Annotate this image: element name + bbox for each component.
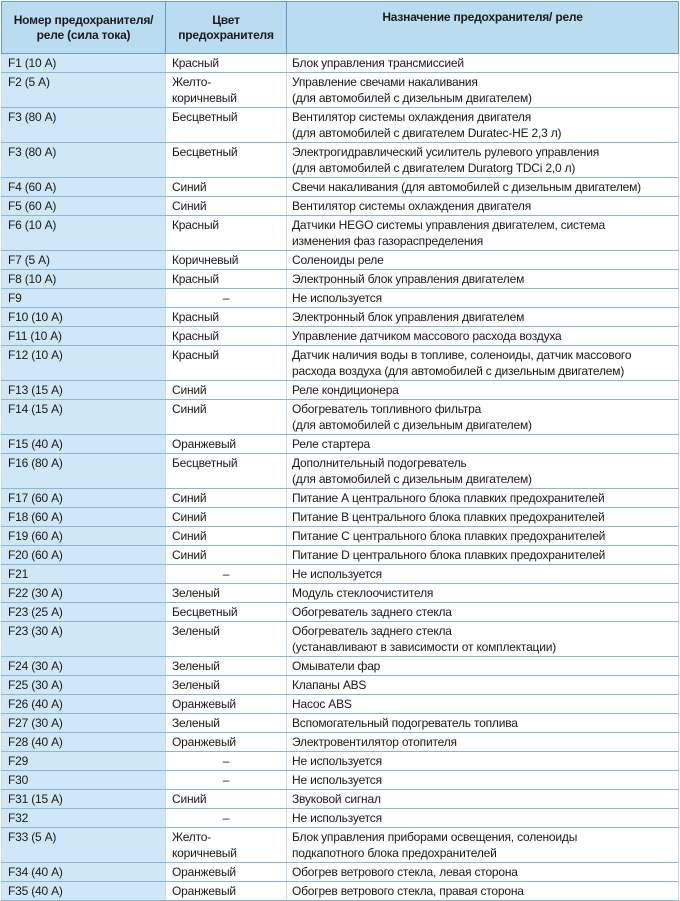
table-row (2, 771, 679, 790)
fuse-color-cell: Коричневый (166, 251, 287, 270)
fuse-purpose-cell: Обогрев ветрового стекла, правая сторона (287, 882, 679, 901)
fuse-number-cell: F34 (40 А) (2, 863, 166, 882)
fuse-number-cell: F5 (60 А) (2, 197, 166, 216)
fuse-color-cell: – (166, 289, 287, 308)
header-purpose (287, 2, 679, 54)
table-row (2, 454, 679, 489)
fuse-table (1, 1, 679, 901)
fuse-number-cell: F14 (15 А) (2, 400, 166, 435)
fuse-purpose-cell: Не используется (287, 289, 679, 308)
fuse-color-cell: Зеленый (166, 657, 287, 676)
fuse-purpose-cell: Не используется (287, 565, 679, 584)
table-row (2, 54, 679, 73)
table-row (2, 676, 679, 695)
table-row (2, 143, 679, 178)
table-row (2, 733, 679, 752)
fuse-purpose-cell: Омыватели фар (287, 657, 679, 676)
fuse-purpose-cell: Обогрев ветрового стекла, левая сторона (287, 863, 679, 882)
fuse-purpose-cell: Блок управления приборами освещения, соленоиды подкапотного блока предохранителей (287, 828, 679, 863)
table-row (2, 790, 679, 809)
fuse-color-cell: Зеленый (166, 622, 287, 657)
table-header (2, 2, 679, 54)
table-row (2, 435, 679, 454)
fuse-purpose-cell: Питание D центрального блока плавких предохранителей (287, 546, 679, 565)
fuse-color-cell: Оранжевый (166, 733, 287, 752)
fuse-color-cell: Красный (166, 54, 287, 73)
fuse-purpose-cell: Модуль стеклоочистителя (287, 584, 679, 603)
fuse-purpose-cell: Управление датчиком массового расхода воздуха (287, 327, 679, 346)
fuse-number-cell: F1 (10 А) (2, 54, 166, 73)
table-row (2, 346, 679, 381)
fuse-number-cell: F3 (80 А) (2, 143, 166, 178)
table-row (2, 527, 679, 546)
fuse-number-cell: F32 (2, 809, 166, 828)
fuse-number-cell: F15 (40 А) (2, 435, 166, 454)
fuse-purpose-cell: Обогреватель заднего стекла (устанавливают в зависимости от комплектации) (287, 622, 679, 657)
fuse-color-cell: Бесцветный (166, 454, 287, 489)
fuse-number-cell: F8 (10 А) (2, 270, 166, 289)
fuse-purpose-cell: Управление свечами накаливания (для автомобилей с дизельным двигателем) (287, 73, 679, 108)
table-row (2, 327, 679, 346)
fuse-color-cell: Оранжевый (166, 695, 287, 714)
table-row (2, 695, 679, 714)
fuse-purpose-cell: Звуковой сигнал (287, 790, 679, 809)
table-row (2, 863, 679, 882)
fuse-purpose-cell: Питание С центрального блока плавких предохранителей (287, 527, 679, 546)
fuse-purpose-cell: Реле кондиционера (287, 381, 679, 400)
table-row (2, 197, 679, 216)
fuse-color-cell: Синий (166, 400, 287, 435)
fuse-color-cell: Красный (166, 308, 287, 327)
table-row (2, 828, 679, 863)
fuse-color-cell: Желто- коричневый (166, 73, 287, 108)
fuse-color-cell: Синий (166, 489, 287, 508)
fuse-number-cell: F21 (2, 565, 166, 584)
fuse-color-cell: – (166, 752, 287, 771)
fuse-purpose-cell: Дополнительный подогреватель (для автомобилей с дизельным двигателем) (287, 454, 679, 489)
fuse-color-cell: Красный (166, 216, 287, 251)
fuse-number-cell: F7 (5 А) (2, 251, 166, 270)
table-row (2, 622, 679, 657)
header-color-text: Цвет предохранителя (178, 12, 274, 42)
fuse-purpose-cell: Вспомогательный подогреватель топлива (287, 714, 679, 733)
fuse-number-cell: F26 (40 А) (2, 695, 166, 714)
fuse-color-cell: – (166, 771, 287, 790)
fuse-color-cell: Оранжевый (166, 435, 287, 454)
fuse-number-cell: F33 (5 А) (2, 828, 166, 863)
fuse-color-cell: Синий (166, 381, 287, 400)
table-row (2, 714, 679, 733)
fuse-purpose-cell: Реле стартера (287, 435, 679, 454)
table-row (2, 657, 679, 676)
fuse-purpose-cell: Обогреватель заднего стекла (287, 603, 679, 622)
fuse-purpose-cell: Не используется (287, 771, 679, 790)
fuse-purpose-cell: Обогреватель топливного фильтра (для автомобилей с дизельным двигателем) (287, 400, 679, 435)
fuse-purpose-cell: Блок управления трансмиссией (287, 54, 679, 73)
fuse-purpose-cell: Насос ABS (287, 695, 679, 714)
header-purpose-text: Назначение предохранителя/ реле (382, 10, 583, 24)
fuse-purpose-cell: Электрогидравлический усилитель рулевого управления (для автомобилей с двигателем Duratorg TDCi 2,0 л) (287, 143, 679, 178)
fuse-purpose-cell: Датчики HEGO системы управления двигателем, система изменения фаз газораспределения (287, 216, 679, 251)
header-fuse-number-text: Номер предохранителя/ реле (сила тока) (13, 12, 154, 42)
fuse-table-container (1, 1, 678, 901)
fuse-color-cell: – (166, 809, 287, 828)
fuse-number-cell: F31 (15 А) (2, 790, 166, 809)
fuse-number-cell: F3 (80 А) (2, 108, 166, 143)
table-row (2, 603, 679, 622)
fuse-color-cell: Оранжевый (166, 882, 287, 901)
fuse-number-cell: F9 (2, 289, 166, 308)
table-row (2, 400, 679, 435)
fuse-color-cell: Синий (166, 508, 287, 527)
fuse-purpose-cell: Вентилятор системы охлаждения двигателя (287, 197, 679, 216)
fuse-number-cell: F10 (10 А) (2, 308, 166, 327)
table-row (2, 73, 679, 108)
table-row (2, 381, 679, 400)
fuse-purpose-cell: Питание А центрального блока плавких предохранителей (287, 489, 679, 508)
fuse-color-cell: Бесцветный (166, 143, 287, 178)
fuse-number-cell: F23 (30 А) (2, 622, 166, 657)
fuse-number-cell: F35 (40 А) (2, 882, 166, 901)
table-row (2, 565, 679, 584)
table-row (2, 584, 679, 603)
table-row (2, 216, 679, 251)
fuse-purpose-cell: Электронный блок управления двигателем (287, 270, 679, 289)
fuse-number-cell: F13 (15 А) (2, 381, 166, 400)
fuse-number-cell: F17 (60 А) (2, 489, 166, 508)
fuse-color-cell: Зеленый (166, 676, 287, 695)
fuse-color-cell: Зеленый (166, 714, 287, 733)
fuse-number-cell: F22 (30 А) (2, 584, 166, 603)
fuse-purpose-cell: Электровентилятор отопителя (287, 733, 679, 752)
table-row (2, 508, 679, 527)
fuse-number-cell: F11 (10 А) (2, 327, 166, 346)
fuse-color-cell: Красный (166, 346, 287, 381)
table-row (2, 546, 679, 565)
fuse-number-cell: F2 (5 А) (2, 73, 166, 108)
fuse-color-cell: Желто- коричневый (166, 828, 287, 863)
fuse-color-cell: Синий (166, 546, 287, 565)
fuse-number-cell: F20 (60 А) (2, 546, 166, 565)
fuse-number-cell: F28 (40 А) (2, 733, 166, 752)
table-row (2, 108, 679, 143)
table-row (2, 489, 679, 508)
fuse-color-cell: Оранжевый (166, 863, 287, 882)
fuse-color-cell: Бесцветный (166, 603, 287, 622)
header-color (166, 2, 287, 54)
fuse-color-cell: Синий (166, 527, 287, 546)
fuse-purpose-cell: Датчик наличия воды в топливе, соленоиды, датчик массового расхода воздуха (для автомобилей с дизельным двигателем) (287, 346, 679, 381)
fuse-purpose-cell: Электронный блок управления двигателем (287, 308, 679, 327)
fuse-color-cell: Красный (166, 327, 287, 346)
fuse-number-cell: F16 (80 А) (2, 454, 166, 489)
table-row (2, 270, 679, 289)
table-row (2, 178, 679, 197)
fuse-number-cell: F29 (2, 752, 166, 771)
fuse-number-cell: F18 (60 А) (2, 508, 166, 527)
fuse-number-cell: F30 (2, 771, 166, 790)
fuse-number-cell: F6 (10 А) (2, 216, 166, 251)
fuse-color-cell: Зеленый (166, 584, 287, 603)
table-row (2, 308, 679, 327)
fuse-number-cell: F4 (60 А) (2, 178, 166, 197)
table-row (2, 809, 679, 828)
table-row (2, 289, 679, 308)
fuse-color-cell: Красный (166, 270, 287, 289)
fuse-color-cell: Бесцветный (166, 108, 287, 143)
fuse-number-cell: F24 (30 А) (2, 657, 166, 676)
fuse-number-cell: F27 (30 А) (2, 714, 166, 733)
fuse-color-cell: Синий (166, 197, 287, 216)
fuse-color-cell: – (166, 565, 287, 584)
fuse-purpose-cell: Клапаны ABS (287, 676, 679, 695)
fuse-number-cell: F19 (60 А) (2, 527, 166, 546)
fuse-purpose-cell: Не используется (287, 752, 679, 771)
fuse-color-cell: Синий (166, 178, 287, 197)
fuse-number-cell: F12 (10 А) (2, 346, 166, 381)
fuse-color-cell: Синий (166, 790, 287, 809)
table-row (2, 752, 679, 771)
table-row (2, 882, 679, 901)
fuse-purpose-cell: Не используется (287, 809, 679, 828)
table-row (2, 251, 679, 270)
fuse-purpose-cell: Вентилятор системы охлаждения двигателя (для автомобилей с двигателем Duratec-HE 2,3 л) (287, 108, 679, 143)
table-body (2, 54, 679, 901)
fuse-number-cell: F25 (30 А) (2, 676, 166, 695)
fuse-purpose-cell: Питание В центрального блока плавких предохранителей (287, 508, 679, 527)
fuse-purpose-cell: Свечи накаливания (для автомобилей с дизельным двигателем) (287, 178, 679, 197)
header-fuse-number (2, 2, 166, 54)
fuse-purpose-cell: Соленоиды реле (287, 251, 679, 270)
fuse-number-cell: F23 (25 А) (2, 603, 166, 622)
